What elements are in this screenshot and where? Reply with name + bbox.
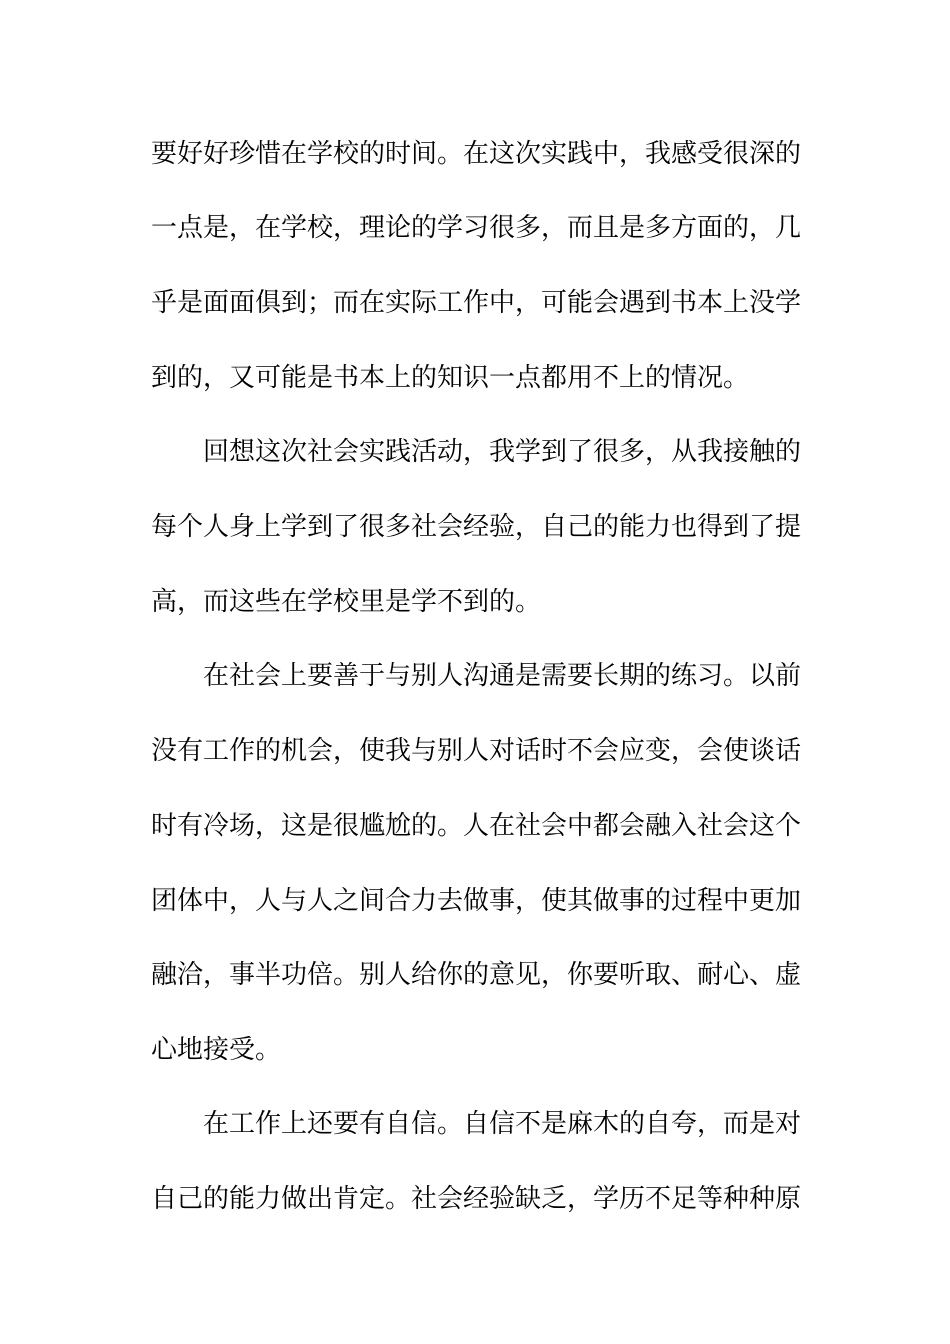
text-line: 一点是，在学校，理论的学习很多，而且是多方面的，几 bbox=[151, 213, 802, 243]
text-line: 时有冷场，这是很尴尬的。人在社会中都会融入社会这个 bbox=[151, 811, 802, 841]
paragraph-first-line: 在工作上还要有自信。自信不是麻木的自夸，而是对 bbox=[203, 1109, 802, 1139]
text-line: 到的，又可能是书本上的知识一点都用不上的情况。 bbox=[151, 363, 750, 393]
text-line: 没有工作的机会，使我与别人对话时不会应变，会使谈话 bbox=[151, 736, 802, 766]
text-line: 每个人身上学到了很多社会经验，自己的能力也得到了提 bbox=[151, 512, 802, 542]
text-line: 自己的能力做出肯定。社会经验缺乏，学历不足等种种原 bbox=[151, 1184, 802, 1214]
text-line: 高，而这些在学校里是学不到的。 bbox=[151, 587, 542, 617]
text-line: 要好好珍惜在学校的时间。在这次实践中，我感受很深的 bbox=[151, 139, 802, 169]
text-line: 心地接受。 bbox=[151, 1035, 282, 1065]
text-line: 团体中，人与人之间合力去做事，使其做事的过程中更加 bbox=[151, 886, 802, 916]
paragraph-first-line: 回想这次社会实践活动，我学到了很多，从我接触的 bbox=[203, 437, 802, 467]
text-line: 融洽，事半功倍。别人给你的意见，你要听取、耐心、虚 bbox=[151, 960, 802, 990]
text-line: 乎是面面俱到；而在实际工作中，可能会遇到书本上没学 bbox=[151, 288, 802, 318]
paragraph-first-line: 在社会上要善于与别人沟通是需要长期的练习。以前 bbox=[203, 661, 802, 691]
